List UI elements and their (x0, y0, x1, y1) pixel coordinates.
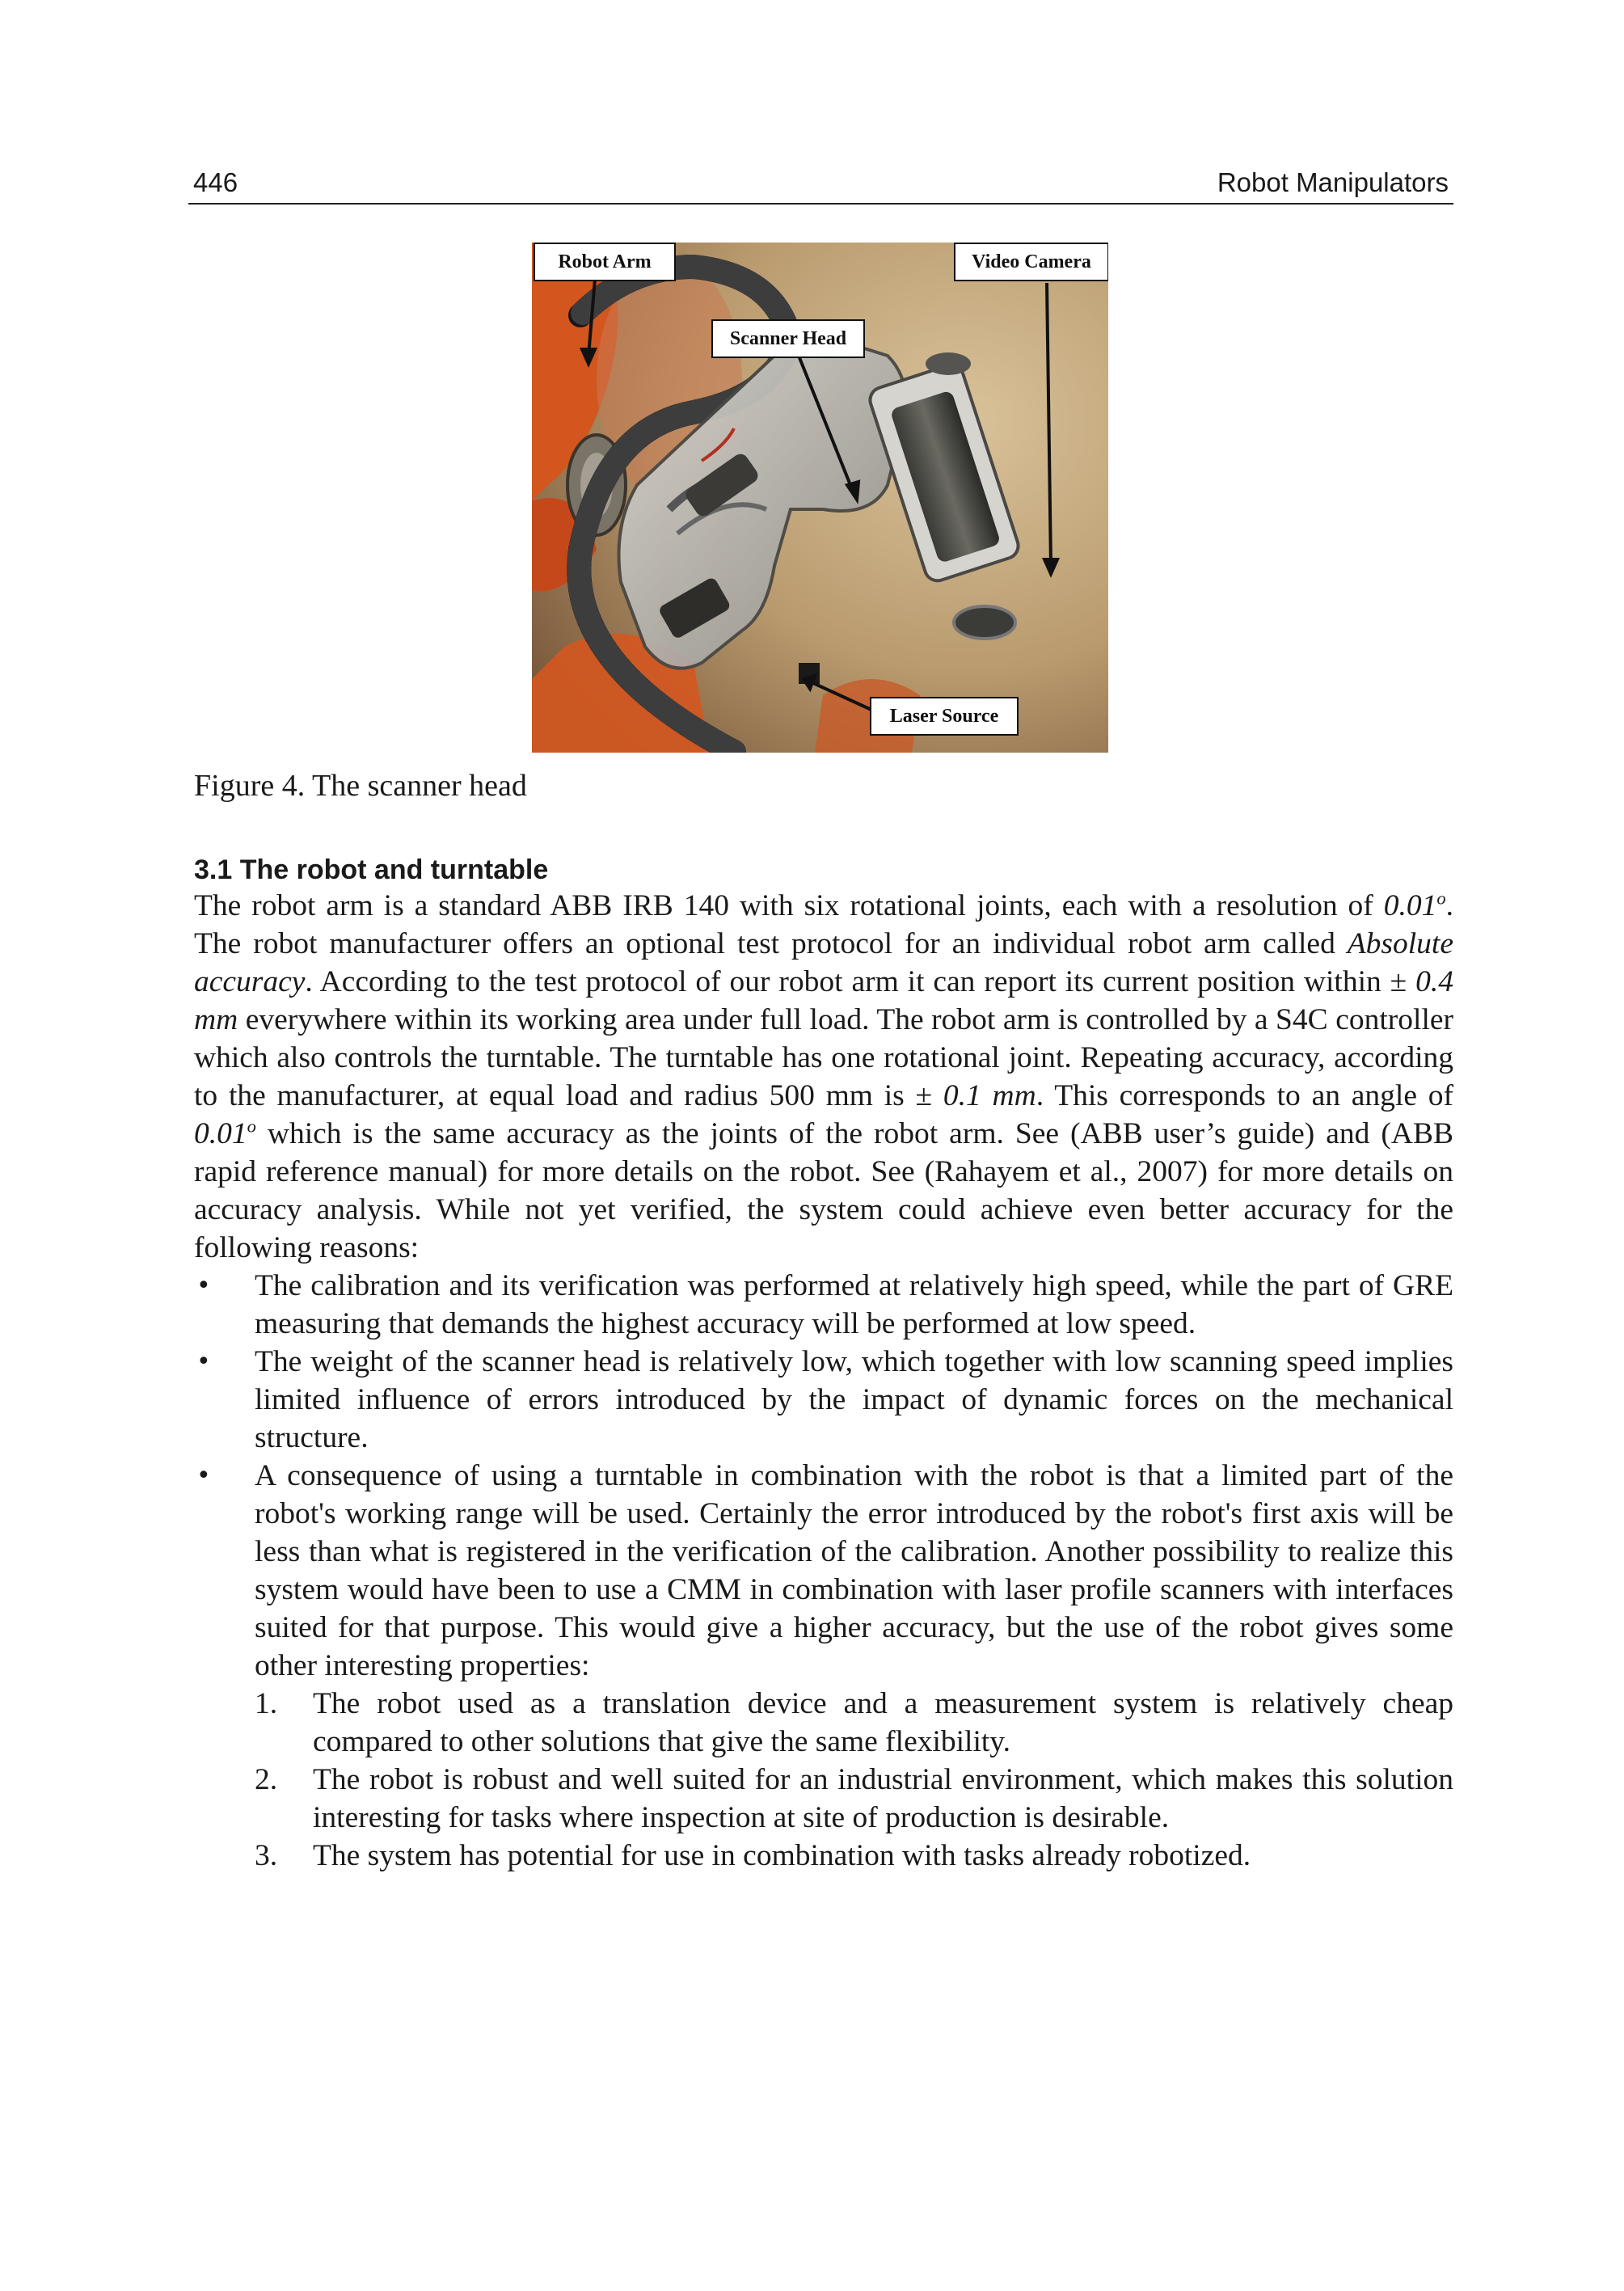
label-scanner-head: Scanner Head (711, 319, 865, 358)
bullet-item (194, 1457, 1453, 1875)
numbered-list (255, 1685, 1453, 1875)
text-run: . According to the test protocol of our robot arm it can report its current position within ± (305, 965, 1416, 998)
bullet-list (194, 1267, 1453, 1875)
italic-value (1384, 889, 1446, 922)
resolution-value: 0.01 (1383, 889, 1437, 922)
item-text: The robot used as a translation device and a measurement system is relatively cheap compared to other solutions that give the same flexibility. (313, 1687, 1453, 1758)
bullet-icon: • (196, 1462, 211, 1490)
page-header (188, 166, 1453, 205)
bullet-text: The calibration and its verification was performed at relatively high speed, while the part of GRE measuring that demands the highest accuracy will be performed at low speed. (255, 1269, 1453, 1340)
label-laser-source: Laser Source (870, 697, 1019, 736)
bullet-item (194, 1343, 1453, 1457)
label-robot-arm: Robot Arm (534, 243, 676, 281)
italic-value (194, 1117, 256, 1150)
text-run: The robot arm is a standard ABB IRB 140 with six rotational joints, each with a resolution of (194, 889, 1384, 922)
text-run: . The robot manufacturer offers an optional test protocol for an individual robot arm called (194, 889, 1453, 960)
numbered-item (255, 1761, 1453, 1837)
item-text: The system has potential for use in combination with tasks already robotized. (313, 1839, 1251, 1872)
italic-term: Absolute accuracy (194, 927, 1453, 998)
bullet-icon: • (196, 1272, 211, 1300)
scanner-head-photo (532, 243, 1108, 753)
bullet-text: The weight of the scanner head is relatively low, which together with low scanning speed implies limited influence of errors introduced by the impact of dynamic forces on the mechanical structure. (255, 1345, 1453, 1454)
text-run: . This corresponds to an angle of (1036, 1079, 1453, 1112)
section-heading: 3.1 The robot and turntable (194, 854, 549, 885)
bullet-text: A consequence of using a turntable in combination with the robot is that a limited part of the robot's working range will be used. Certainly the error introduced by the robot's first axis will be less than what is registered in the verification of the calibration. Another possibility to realize this system would have been to use a CMM in combination with laser profile scanners with interfaces suited for that purpose. This would give a higher accuracy, but the use of the robot gives some other interesting properties: (255, 1459, 1453, 1682)
item-number: 1. (255, 1687, 278, 1720)
degree-sup: o (247, 1116, 256, 1137)
numbered-item (255, 1685, 1453, 1761)
page-number: 446 (193, 167, 238, 197)
text-run: everywhere within its working area under full load. The robot arm is controlled by a S4C controller which also controls the turntable. The turntable has one rotational joint. Repeating accuracy, according to the manufacturer, at equal load and radius 500 mm is ± (194, 1003, 1453, 1112)
degree-sup: o (1436, 888, 1446, 909)
figure-caption: Figure 4. The scanner head (194, 769, 527, 803)
label-video-camera: Video Camera (954, 243, 1108, 281)
paragraph (194, 887, 1453, 1267)
bullet-icon: • (196, 1348, 211, 1376)
bullet-item (194, 1267, 1453, 1343)
numbered-item (255, 1837, 1453, 1875)
item-text: The robot is robust and well suited for an industrial environment, which makes this solution interesting for tasks where inspection at site of production is desirable. (313, 1763, 1453, 1834)
running-title: Robot Manipulators (1217, 167, 1449, 197)
section-body (194, 887, 1453, 1875)
text-run: which is the same accuracy as the joints of the robot arm. See (ABB user’s guide) and (ABB rapid reference manual) for more details on the robot. See (Rahayem et al., 2007) for more details on accuracy analysis. While not yet verified, the system could achieve even better accuracy for the following reasons: (194, 1117, 1453, 1264)
angle-value: 0.01 (194, 1117, 247, 1150)
item-number: 2. (255, 1763, 278, 1796)
italic-value: 0.1 mm (943, 1079, 1036, 1112)
item-number: 3. (255, 1839, 278, 1872)
italic-value: 0.4 mm (194, 965, 1453, 1036)
